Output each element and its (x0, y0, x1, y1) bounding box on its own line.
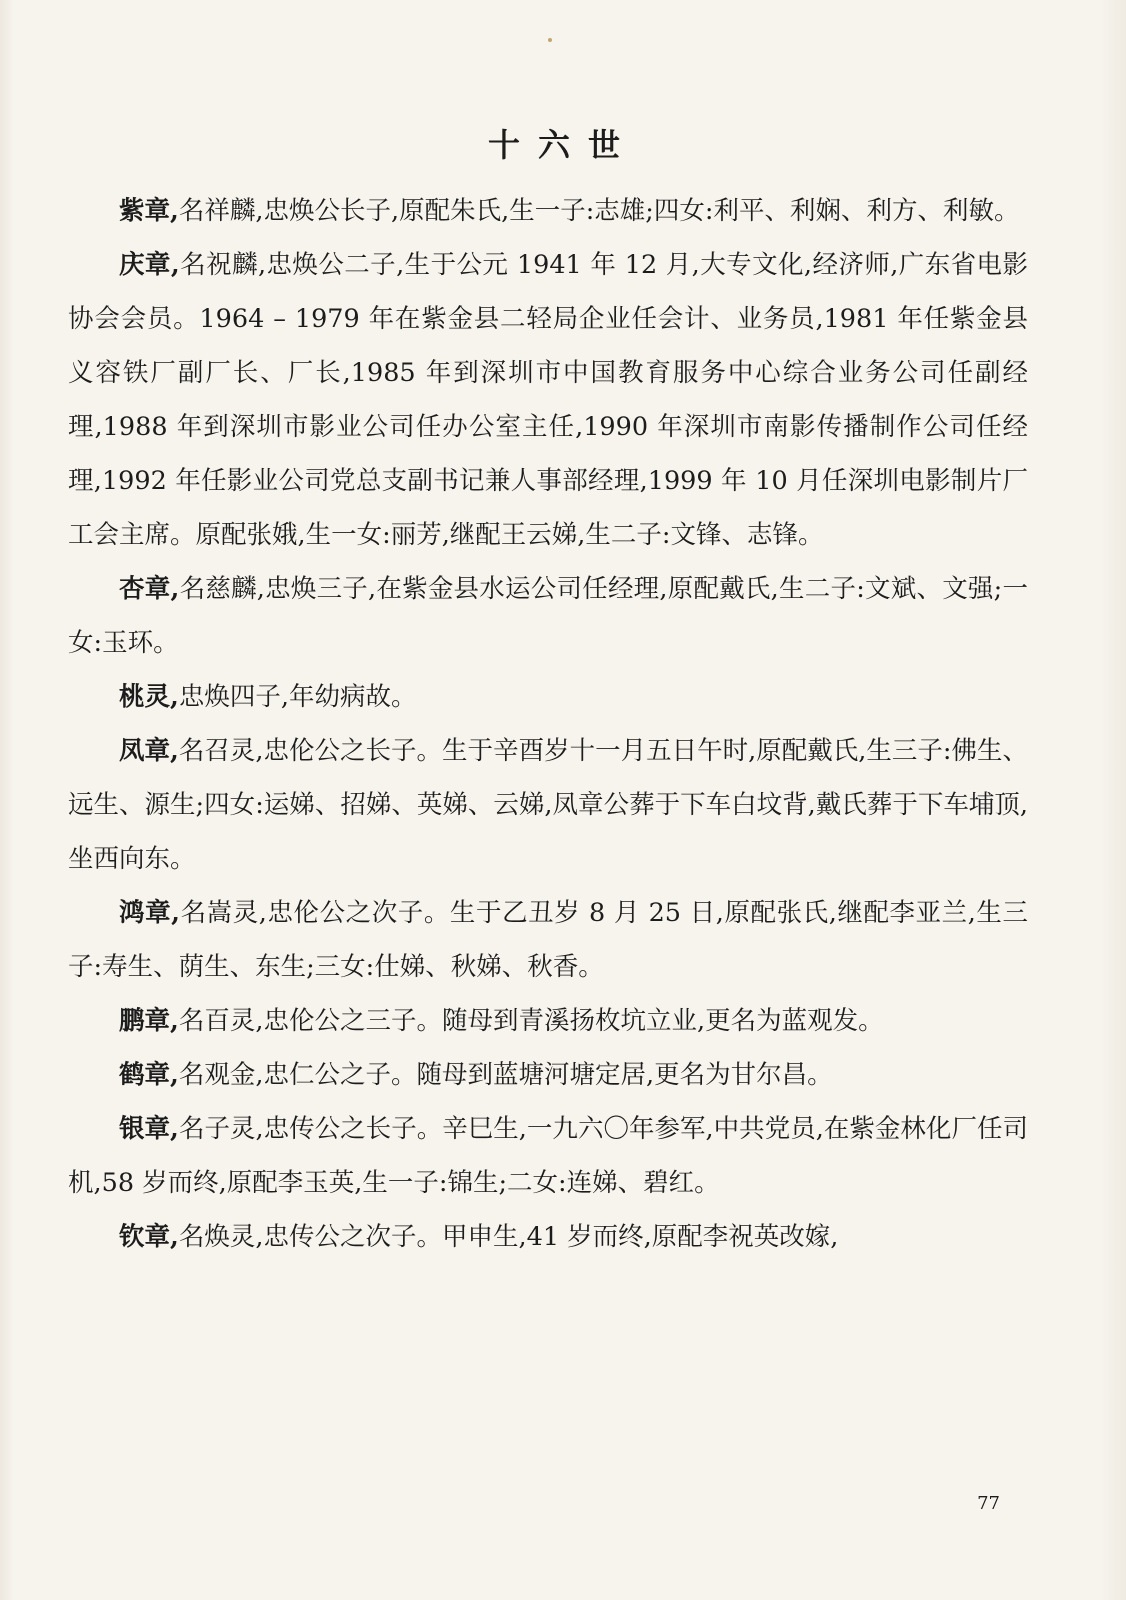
entry-paragraph (68, 724, 1028, 886)
entry-paragraph (68, 1210, 1028, 1264)
entry-name: 钦章, (119, 1222, 179, 1252)
entry-text: 名召灵,忠伦公之长子。生于辛酉岁十一月五日午时,原配戴氏,生三子:佛生、远生、源生;四女:运娣、招娣、英娣、云娣,凤章公葬于下车白坟背,戴氏葬于下车埔顶,坐西向东。 (68, 736, 1028, 874)
entry-text: 名观金,忠仁公之子。随母到蓝塘河塘定居,更名为甘尔昌。 (178, 1060, 833, 1090)
entry-text: 名祥麟,忠焕公长子,原配朱氏,生一子:志雄;四女:利平、利娴、利方、利敏。 (178, 196, 1020, 226)
entry-paragraph (68, 886, 1028, 994)
genealogy-body (68, 184, 1028, 1264)
entry-paragraph (68, 238, 1028, 562)
entry-name: 庆章, (119, 250, 180, 280)
paper-speck (548, 38, 552, 42)
entry-paragraph (68, 1102, 1028, 1210)
entry-name: 鹤章, (119, 1060, 179, 1090)
entry-name: 银章, (119, 1114, 179, 1144)
entry-name: 杏章, (119, 574, 180, 604)
entry-text: 名焕灵,忠传公之次子。甲申生,41 岁而终,原配李祝英改嫁, (178, 1222, 839, 1252)
page-number: 77 (977, 1493, 1000, 1514)
chapter-title: 十六世 (487, 126, 638, 164)
entry-paragraph (68, 670, 1028, 724)
entry-paragraph (68, 184, 1028, 238)
entry-name: 紫章, (119, 196, 179, 226)
entry-text: 名子灵,忠传公之长子。辛巳生,一九六〇年参军,中共党员,在紫金林化厂任司机,58 岁而终,原配李玉英,生一子:锦生;二女:连娣、碧红。 (68, 1114, 1028, 1198)
entry-name: 鹏章, (119, 1006, 179, 1036)
entry-paragraph (68, 1048, 1028, 1102)
entry-text: 名百灵,忠伦公之三子。随母到青溪扬枚坑立业,更名为蓝观发。 (178, 1006, 884, 1036)
entry-text: 忠焕四子,年幼病故。 (178, 682, 417, 712)
entry-text: 名祝麟,忠焕公二子,生于公元 1941 年 12 月,大专文化,经济师,广东省电影协会会员。1964 – 1979 年在紫金县二轻局企业任会计、业务员,1981 年任紫金县义容铁厂副厂长、厂长,1985 年到深圳市中国教育服务中心综合业务公司任副经理,1988 年到深圳市影业公司任办公室主任,1990 年深圳市南影传播制作公司任经理,1992 年任影业公司党总支副书记兼人事部经理,1999 年 10 月任深圳电影制片厂工会主席。原配张娥,生一女:丽芳,继配王云娣,生二子:文锋、志锋。 (68, 250, 1028, 550)
entry-text: 名慈麟,忠焕三子,在紫金县水运公司任经理,原配戴氏,生二子:文斌、文强;一女:玉环。 (68, 574, 1028, 658)
entry-name: 桃灵, (119, 682, 179, 712)
entry-name: 鸿章, (119, 898, 181, 928)
entry-paragraph (68, 994, 1028, 1048)
entry-paragraph (68, 562, 1028, 670)
entry-text: 名嵩灵,忠伦公之次子。生于乙丑岁 8 月 25 日,原配张氏,继配李亚兰,生三子:寿生、荫生、东生;三女:仕娣、秋娣、秋香。 (68, 898, 1028, 982)
entry-name: 凤章, (119, 736, 179, 766)
